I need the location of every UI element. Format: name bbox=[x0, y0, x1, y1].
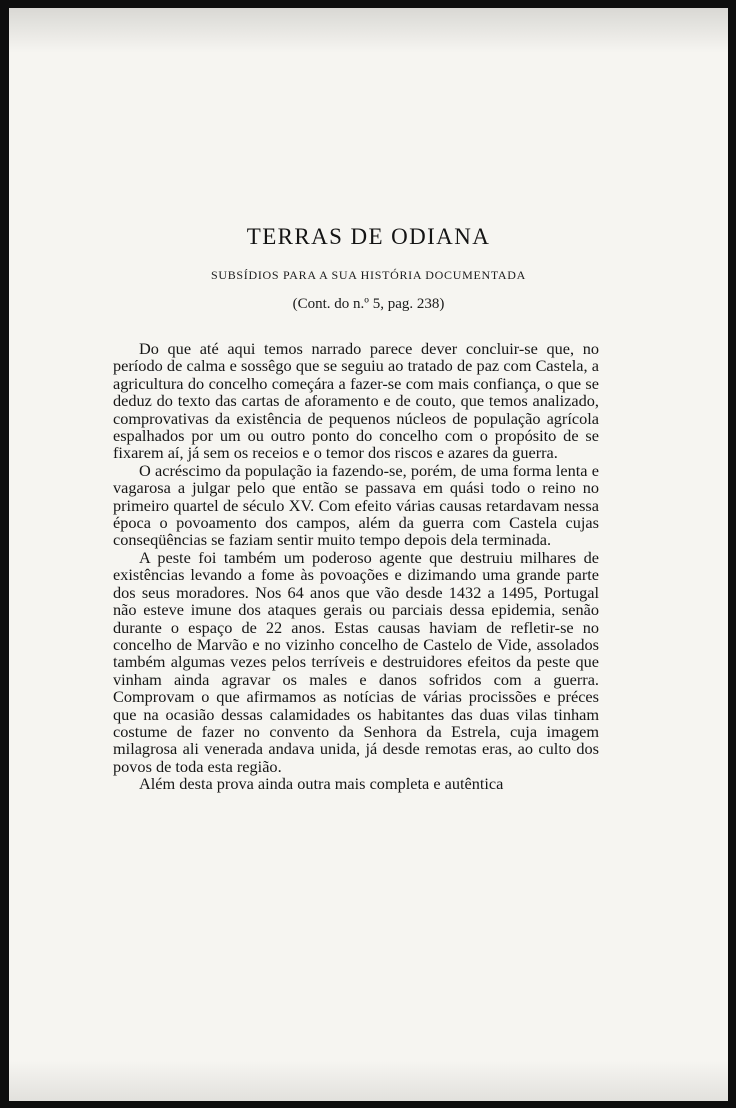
paragraph: O acréscimo da população ia fazendo-se, porém, de uma forma lenta e vagarosa a julgar pelo que então se passava em quási todo o reino no primeiro quartel de século XV. Com efeito várias causas retardavam nessa época o povoamento dos campos, além da guerra com Castela cujas conseqüências se faziam sentir muito tempo depois dela terminada. bbox=[113, 460, 599, 550]
article-title: TERRAS DE ODIANA bbox=[246, 224, 491, 249]
document-page bbox=[9, 8, 728, 1101]
article-subtitle: SUBSÍDIOS PARA A SUA HISTÓRIA DOCUMENTADA bbox=[210, 268, 527, 282]
paragraph: Do que até aqui temos narrado parece dever concluir-se que, no período de calma e sossêgo que se seguiu ao tratado de paz com Castela, a agricultura do concelho começára a fazer-se com mais confiança, o que se deduz do texto das cartas de aforamento e de couto, que temos analizado, comprovativas da existência de pequenos núcleos de população agrícola espalhados por um ou outro ponto do concelho com o propósito de se fixarem aí, já sem os receios e o temor dos riscos e azares da guerra. bbox=[113, 339, 599, 463]
paragraph: A peste foi também um poderoso agente que destruiu milhares de existências levando a fome às povoações e dizimando uma grande parte dos seus moradores. Nos 64 anos que vão desde 1432 a 1495, Portugal não esteve imune dos ataques gerais ou parciais dessa epidemia, senão durante o espaço de 22 anos. Estas causas haviam de refletir-se no concelho de Marvão e no vizinho concelho de Castelo de Vide, assolados também algumas vezes pelos terríveis e destruidores efeitos da peste que vinham ainda agravar os males e danos sofridos com a guerra. Comprovam o que afirmamos as notícias de várias procissões e préces que na ocasião dessas calamidades os habitantes das duas vilas tinham costume de fazer no convento da Senhora da Estrela, cuja imagem milagrosa ali venerada andava unida, já desde remotas eras, ao culto dos povos de toda esta região. bbox=[113, 547, 599, 776]
continuation-note: (Cont. do n.º 5, pag. 238) bbox=[292, 296, 445, 312]
paragraph: Além desta prova ainda outra mais completa e autêntica bbox=[139, 774, 504, 794]
article-body bbox=[113, 340, 599, 793]
